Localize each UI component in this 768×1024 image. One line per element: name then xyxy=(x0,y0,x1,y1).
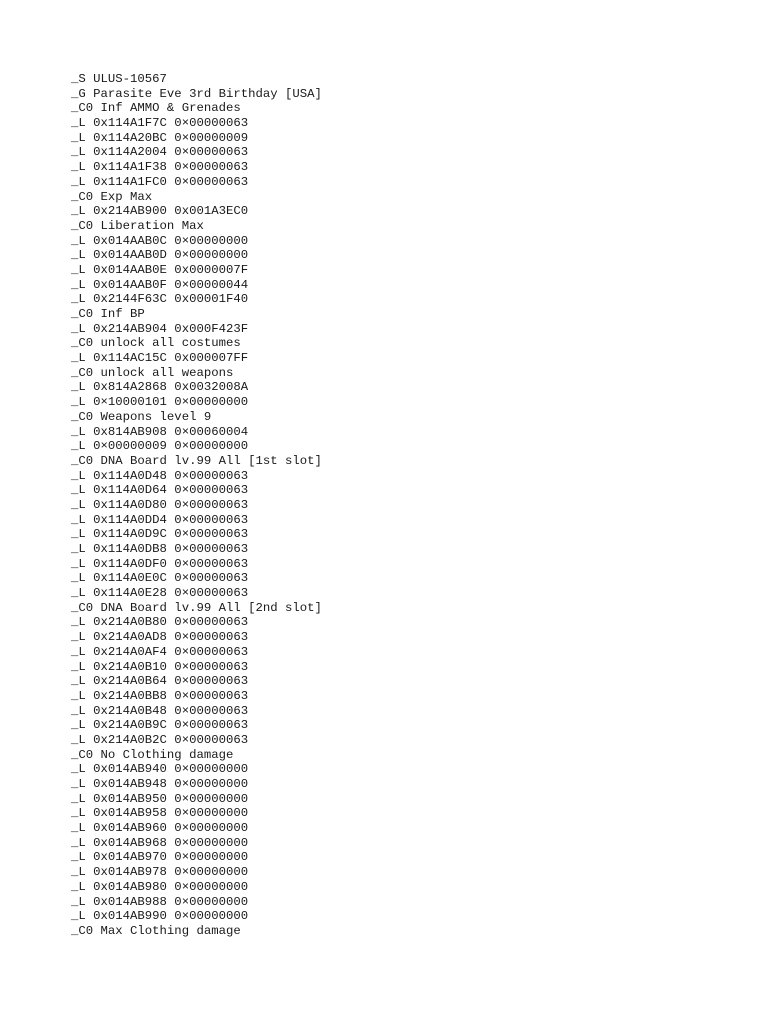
cheat-header-line: _C0 No Clothing damage xyxy=(71,747,234,762)
code-line: _L 0x214A0BB8 0×00000063 xyxy=(71,688,249,703)
code-line: _L 0x2144F63C 0x00001F40 xyxy=(71,292,249,307)
code-line: _L 0x014AB940 0×00000000 xyxy=(71,762,249,777)
code-line: _L 0x214A0B10 0×00000063 xyxy=(71,659,249,674)
cheat-header-line: _C0 Inf AMMO & Grenades xyxy=(71,101,241,116)
code-line: _L 0x014AB990 0×00000000 xyxy=(71,909,249,924)
cheat-header-line: _C0 Liberation Max xyxy=(71,218,204,233)
code-line: _L 0x114AC15C 0x000007FF xyxy=(71,351,249,366)
code-line: _L 0x214AB900 0x001A3EC0 xyxy=(71,204,249,219)
code-line: _L 0x014AAB0F 0×00000044 xyxy=(71,277,249,292)
code-line: _L 0x114A1F7C 0×00000063 xyxy=(71,116,249,131)
code-line: _L 0x214A0AD8 0×00000063 xyxy=(71,630,249,645)
cheat-header-line: _C0 unlock all weapons xyxy=(71,365,234,380)
code-line: _L 0×00000009 0×00000000 xyxy=(71,439,249,454)
cheat-header-line: _C0 unlock all costumes xyxy=(71,336,241,351)
code-line: _L 0x014AB960 0×00000000 xyxy=(71,821,249,836)
code-line: _L 0x114A0DB8 0×00000063 xyxy=(71,542,249,556)
code-line: _L 0x214A0B9C 0×00000063 xyxy=(71,718,249,733)
code-line: _L 0x114A0D48 0×00000063 xyxy=(71,468,249,483)
code-line: _L 0x214A0B80 0×00000063 xyxy=(71,615,249,630)
code-line: _L 0x114A0DD4 0×00000063 xyxy=(71,512,249,527)
code-line: _L 0x014AAB0E 0x0000007F xyxy=(71,262,249,277)
code-line: _L 0x214A0B64 0×00000063 xyxy=(71,674,249,689)
game-title-line: _G Parasite Eve 3rd Birthday [USA] xyxy=(71,86,322,101)
code-line: _L 0x014AB948 0×00000000 xyxy=(71,777,249,791)
code-line-region: _S ULUS-10567 xyxy=(71,72,167,86)
cheat-header-line: _C0 Exp Max xyxy=(71,189,153,204)
code-line: _L 0x114A0E0C 0×00000063 xyxy=(71,571,249,586)
document-page xyxy=(71,72,751,939)
code-line: _L 0x014AB958 0×00000000 xyxy=(71,806,249,821)
cheat-header-line: _C0 Max Clothing damage xyxy=(71,923,241,938)
code-line: _L 0x014AB970 0×00000000 xyxy=(71,850,249,865)
code-line: _L 0x114A0DF0 0×00000063 xyxy=(71,556,249,571)
code-line: _L 0x014AB978 0×00000000 xyxy=(71,865,249,880)
code-line: _L 0x114A0D9C 0×00000063 xyxy=(71,527,249,542)
code-line: _L 0x014AB950 0×00000000 xyxy=(71,791,249,806)
cheat-header-line: _C0 DNA Board lv.99 All [1st slot] xyxy=(71,453,322,468)
code-line: _L 0x114A0D80 0×00000063 xyxy=(71,497,249,512)
code-line: _L 0x014AB980 0×00000000 xyxy=(71,879,249,894)
code-line: _L 0x814A2868 0x0032008A xyxy=(71,380,249,395)
code-line: _L 0x014AB988 0×00000000 xyxy=(71,894,249,909)
code-line: _L 0x114A1FC0 0×00000063 xyxy=(71,174,249,189)
code-line: _L 0x114A2004 0×00000063 xyxy=(71,145,249,160)
cheat-header-line: _C0 Weapons level 9 xyxy=(71,409,212,424)
code-line: _L 0x814AB908 0×00060004 xyxy=(71,424,249,439)
code-line: _L 0x014AB968 0×00000000 xyxy=(71,835,249,850)
code-line: _L 0x014AAB0C 0×00000000 xyxy=(71,233,249,248)
cheat-header-line: _C0 DNA Board lv.99 All [2nd slot] xyxy=(71,600,322,615)
code-line: _L 0x014AAB0D 0×00000000 xyxy=(71,248,249,263)
code-line: _L 0x114A20BC 0×00000009 xyxy=(71,130,249,145)
code-line: _L 0x214A0B48 0×00000063 xyxy=(71,703,249,718)
cheat-header-line: _C0 Inf BP xyxy=(71,307,145,321)
code-line: _L 0x214A0AF4 0×00000063 xyxy=(71,644,249,659)
code-line: _L 0x214A0B2C 0×00000063 xyxy=(71,732,249,747)
code-line: _L 0x214AB904 0x000F423F xyxy=(71,321,249,336)
code-line: _L 0×10000101 0×00000000 xyxy=(71,395,249,410)
code-line: _L 0x114A1F38 0×00000063 xyxy=(71,160,249,175)
code-line: _L 0x114A0D64 0×00000063 xyxy=(71,483,249,498)
code-line: _L 0x114A0E28 0×00000063 xyxy=(71,586,249,601)
